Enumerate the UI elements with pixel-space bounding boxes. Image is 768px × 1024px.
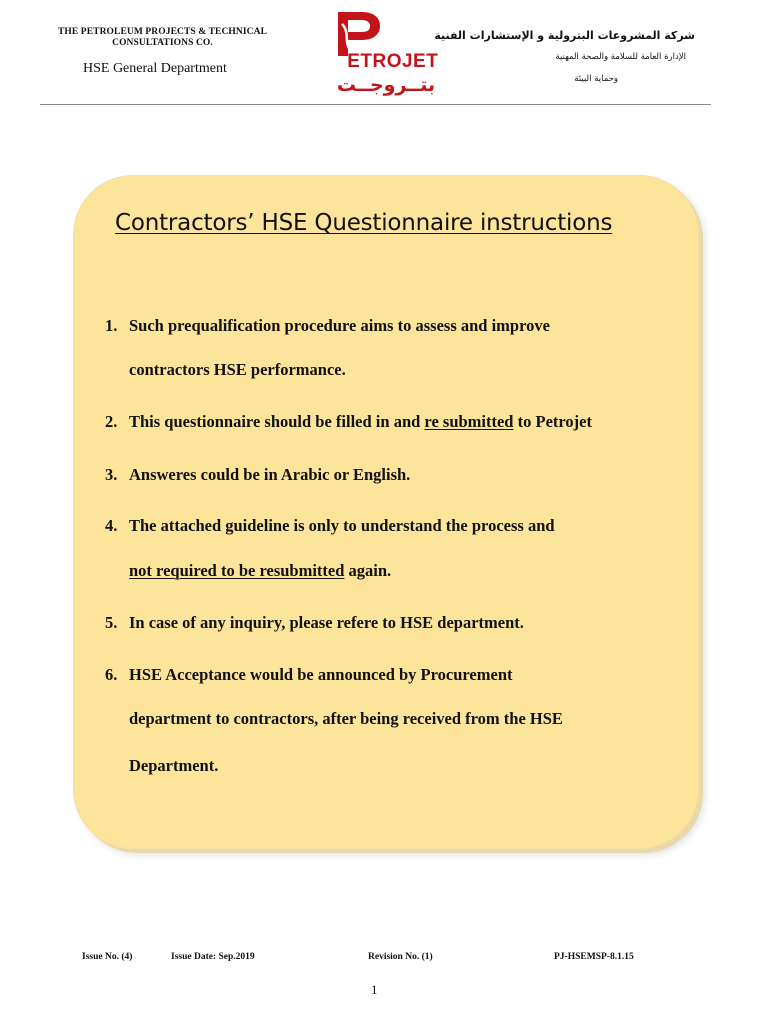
item-number: 2. — [105, 412, 118, 431]
item-number: 1. — [105, 316, 118, 335]
item-number: 6. — [105, 665, 118, 684]
item-number: 3. — [105, 465, 118, 484]
company-name-english-line1: THE PETROLEUM PROJECTS & TECHNICAL — [57, 27, 268, 37]
item-text: HSE Acceptance would be announced by Procurement — [129, 665, 513, 684]
card-title: Contractors’ HSE Questionnaire instructions — [115, 210, 613, 236]
item-text: The attached guideline is only to understand the process and — [129, 516, 555, 535]
item-text-underlined: not required to be resubmitted — [129, 561, 345, 580]
footer-issue-date: Issue Date: Sep.2019 — [171, 952, 255, 962]
company-name-english-line2: CONSULTATIONS CO. — [112, 38, 213, 48]
logo-wordmark-rest: ETROJET — [347, 51, 439, 72]
department-arabic-line1: الإدارة العامة للسلامة والصحة المهنية — [555, 52, 686, 62]
instruction-item-3 — [105, 465, 410, 485]
logo-arabic-text: بتــروجــت — [336, 74, 436, 96]
item-text: Such prequalification procedure aims to assess and improve — [129, 316, 550, 335]
instruction-item-1 — [105, 316, 550, 336]
instruction-item-5 — [105, 613, 524, 633]
instruction-item-1-continuation: contractors HSE performance. — [129, 360, 346, 379]
department-arabic-line2: وحماية البيئة — [574, 74, 618, 84]
footer-document-code: PJ-HSEMSP-8.1.15 — [554, 952, 634, 962]
item-number: 5. — [105, 613, 118, 632]
instruction-item-4-continuation — [129, 561, 391, 581]
logo-wordmark — [334, 51, 438, 73]
instruction-item-4 — [105, 516, 555, 536]
instructions-card — [73, 175, 699, 849]
item-text-after: again. — [344, 561, 392, 580]
instruction-item-6 — [105, 665, 513, 685]
footer-issue-no: Issue No. (4) — [82, 952, 133, 962]
department-english: HSE General Department — [83, 61, 227, 76]
item-text: In case of any inquiry, please refere to HSE department. — [129, 613, 524, 632]
instruction-item-2 — [105, 412, 592, 432]
company-name-arabic: شركة المشروعات البترولية و الإستشارات الفنية — [434, 29, 695, 42]
instruction-item-6-continuation-1: department to contractors, after being received from the HSE — [129, 709, 563, 728]
item-text-after: to Petrojet — [513, 412, 592, 431]
item-text: This questionnaire should be filled in and — [129, 412, 425, 431]
company-name-english — [40, 27, 285, 49]
header-divider — [40, 104, 711, 105]
page-number: 1 — [371, 982, 378, 997]
instruction-item-6-continuation-2: Department. — [129, 756, 219, 775]
item-text-underlined: re submitted — [424, 412, 514, 431]
item-text: Answeres could be in Arabic or English. — [129, 465, 411, 484]
item-number: 4. — [105, 516, 118, 535]
footer-revision-no: Revision No. (1) — [368, 952, 433, 962]
